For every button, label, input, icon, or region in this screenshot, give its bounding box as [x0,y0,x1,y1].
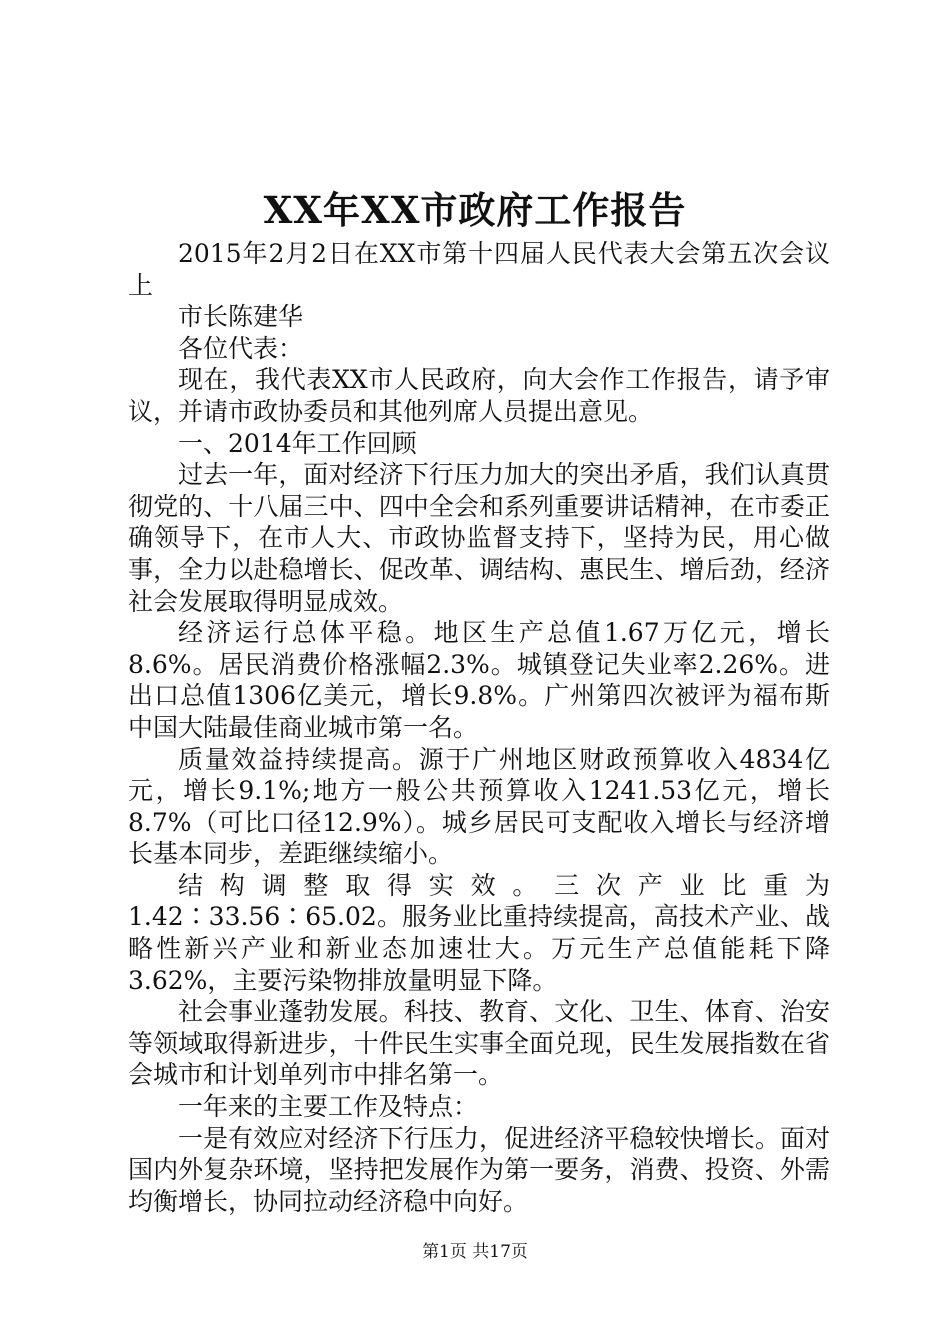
document-body [128,238,830,1217]
paragraph-quality: 质量效益持续提高。源于广州地区财政预算收入4834亿元，增长9.1%;地方一般公共预算收入1241.53亿元，增长8.7%（可比口径12.9%）。城乡居民可支配收入增长与经济增长基本同步，差距继续缩小。 [128,744,830,869]
page-footer: 第1页 共17页 [422,1242,528,1262]
document-title: XX年XX市政府工作报告 [263,188,687,232]
paragraph-opening: 现在，我代表XX市人民政府，向大会作工作报告，请予审议，并请市政协委员和其他列席人员提出意见。 [128,365,830,426]
paragraph-structure: 结构调整取得实效。三次产业比重为1.42∶33.56∶65.02。服务业比重持续提高，高技术产业、战略性新兴产业和新业态加速壮大。万元生产总值能耗下降3.62%，主要污染物排放量明显下降。 [128,870,830,995]
paragraph-economy: 经济运行总体平稳。地区生产总值1.67万亿元，增长8.6%。居民消费价格涨幅2.3%。城镇登记失业率2.26%。进出口总值1306亿美元，增长9.8%。广州第四次被评为福布斯中国大陆最佳商业城市第一名。 [128,618,830,742]
paragraph-overview: 过去一年，面对经济下行压力加大的突出矛盾，我们认真贯彻党的、十八届三中、四中全会和系列重要讲话精神，在市委正确领导下，在市人大、市政协监督支持下，坚持为民，用心做事，全力以赴稳增长、促改革、调结构、惠民生、增后劲，经济社会发展取得明显成效。 [128,460,830,616]
paragraph-salutation: 各位代表： [178,333,304,363]
paragraph-speaker: 市长陈建华 [178,302,304,332]
paragraph-social: 社会事业蓬勃发展。科技、教育、文化、卫生、体育、治安等领域取得新进步，十件民生实事全面兑现，民生发展指数在省会城市和计划单列市中排名第一。 [128,997,830,1090]
section-heading-review: 一、2014年工作回顾 [178,428,417,458]
paragraph-meeting-info: 2015年2月2日在XX市第十四届人民代表大会第五次会议上 [128,239,830,300]
paragraph-point-one: 一是有效应对经济下行压力，促进经济平稳较快增长。面对国内外复杂环境，坚持把发展作为第一要务，消费、投资、外需均衡增长，协同拉动经济稳中向好。 [128,1123,830,1216]
paragraph-main-work-heading: 一年来的主要工作及特点： [178,1092,479,1122]
